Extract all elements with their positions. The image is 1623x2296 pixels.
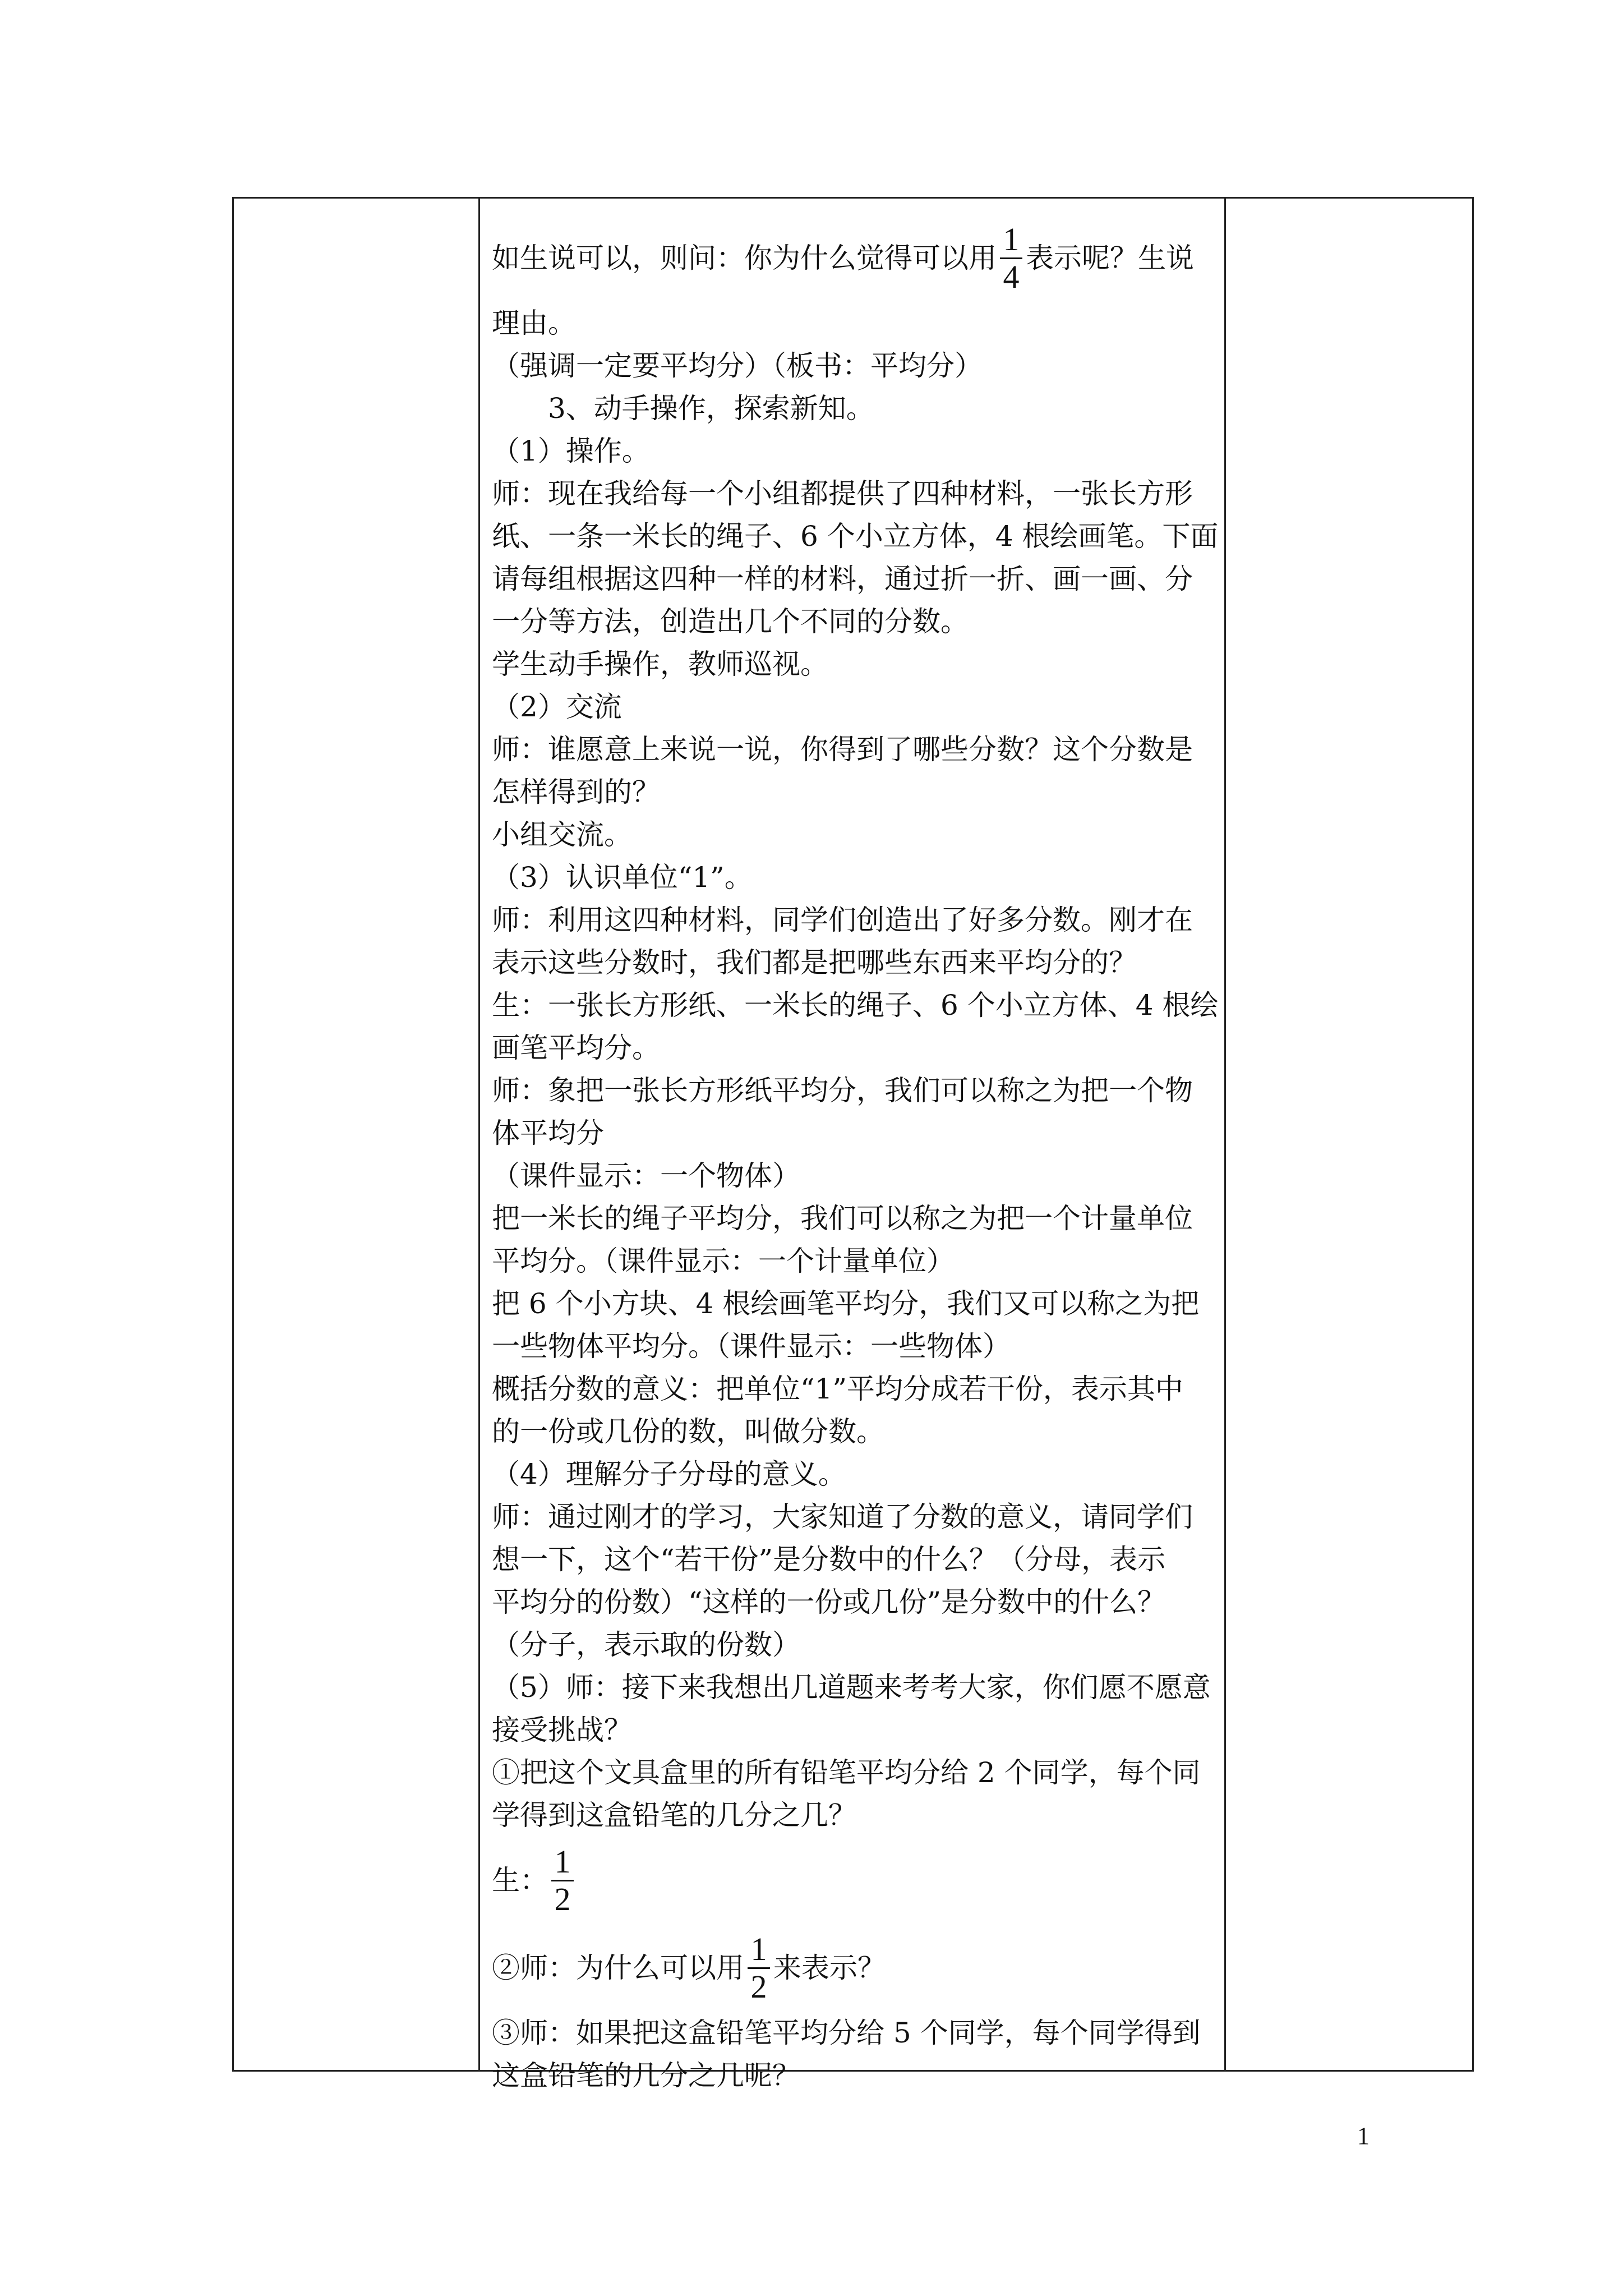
text-line: 概括分数的意义：把单位“1”平均分成若干份，表示其中 — [492, 1373, 1183, 1405]
text-line: （2）交流 — [492, 691, 622, 723]
text-line: 生：一张长方形纸、一米长的绳子、6 个小立方体、4 根绘 — [492, 989, 1219, 1022]
text-line: （3）认识单位“1”。 — [492, 861, 753, 894]
section-heading: 3、动手操作，探索新知。 — [548, 392, 874, 425]
text-line: 体平均分 — [492, 1117, 604, 1149]
fraction-one-half: $\frac{1}{2}$ — [748, 1931, 770, 2005]
text-line: ③师：如果把这盒铅笔平均分给 5 个同学，每个同学得到 — [492, 2017, 1201, 2049]
text-line: 平均分的份数）“这样的一份或几份”是分数中的什么？ — [492, 1586, 1166, 1618]
page-number: 1 — [1357, 2122, 1370, 2150]
text-line: （分子，表示取的份数） — [492, 1628, 800, 1661]
text-line: ②师：为什么可以用 $\frac{1}{2}$ 来表示？ — [492, 1930, 886, 2005]
text-line: 把一米长的绳子平均分，我们可以称之为把一个计量单位 — [492, 1202, 1193, 1235]
text-line: 学得到这盒铅笔的几分之几？ — [492, 1799, 856, 1832]
lesson-content — [492, 214, 1221, 2097]
text-line: 师：利用这四种材料，同学们创造出了好多分数。刚才在 — [492, 904, 1193, 936]
text-line: 一些物体平均分。（课件显示：一些物体） — [492, 1330, 1011, 1363]
text-line: 师：通过刚才的学习，大家知道了分数的意义，请同学们 — [492, 1501, 1193, 1533]
text-line: （1）操作。 — [492, 435, 650, 467]
text-line: 生： $\frac{1}{2}$ — [492, 1837, 1221, 1924]
text-line: 纸、一条一米长的绳子、6 个小立方体，4 根绘画笔。下面 — [492, 520, 1219, 553]
text-line: 接受挑战？ — [492, 1714, 632, 1746]
fraction-one-quarter: $\frac{1}{4}$ — [1000, 222, 1022, 295]
text-line: 一分等方法，创造出几个不同的分数。 — [492, 605, 969, 638]
text-line: （4）理解分子分母的意义。 — [492, 1458, 846, 1490]
text-line: 如生说可以，则问：你为什么觉得可以用 $\frac{1}{4}$ 表示呢？生说 — [492, 220, 1194, 295]
fraction-one-half: $\frac{1}{2}$ — [551, 1844, 574, 1917]
lesson-table — [232, 197, 1474, 2092]
column-divider-left — [478, 199, 480, 2070]
text-line: 师：现在我给每一个小组都提供了四种材料，一张长方形 — [492, 477, 1193, 510]
text-line: 想一下，这个“若干份”是分数中的什么？（分母，表示 — [492, 1543, 1166, 1576]
text-line: 请每组根据这四种一样的材料，通过折一折、画一画、分 — [492, 563, 1193, 595]
text-line: （强调一定要平均分）（板书：平均分） — [492, 349, 983, 382]
text-line: 学生动手操作，教师巡视。 — [492, 648, 828, 680]
text-line: 把 6 个小方块、4 根绘画笔平均分，我们又可以称之为把 — [492, 1287, 1200, 1320]
text-line: 理由。 — [492, 307, 576, 339]
text-line: ①把这个文具盒里的所有铅笔平均分给 2 个同学，每个同 — [492, 1756, 1201, 1789]
text-line: 平均分。（课件显示：一个计量单位） — [492, 1245, 955, 1277]
text-line: 小组交流。 — [492, 818, 632, 851]
column-divider-right — [1224, 199, 1226, 2070]
text-line: 怎样得到的？ — [492, 776, 660, 808]
text-line: （5）师：接下来我想出几道题来考考大家，你们愿不愿意 — [492, 1671, 1211, 1704]
text-line: 画笔平均分。 — [492, 1032, 660, 1064]
text-line: 的一份或几份的数，叫做分数。 — [492, 1415, 884, 1448]
text-line: （课件显示：一个物体） — [492, 1159, 800, 1192]
text-line: 师：谁愿意上来说一说，你得到了哪些分数？这个分数是 — [492, 733, 1193, 766]
text-line: 师：象把一张长方形纸平均分，我们可以称之为把一个物 — [492, 1074, 1193, 1107]
text-line: 这盒铅笔的几分之几呢？ — [492, 2059, 800, 2092]
text-line: 表示这些分数时，我们都是把哪些东西来平均分的？ — [492, 946, 1137, 979]
